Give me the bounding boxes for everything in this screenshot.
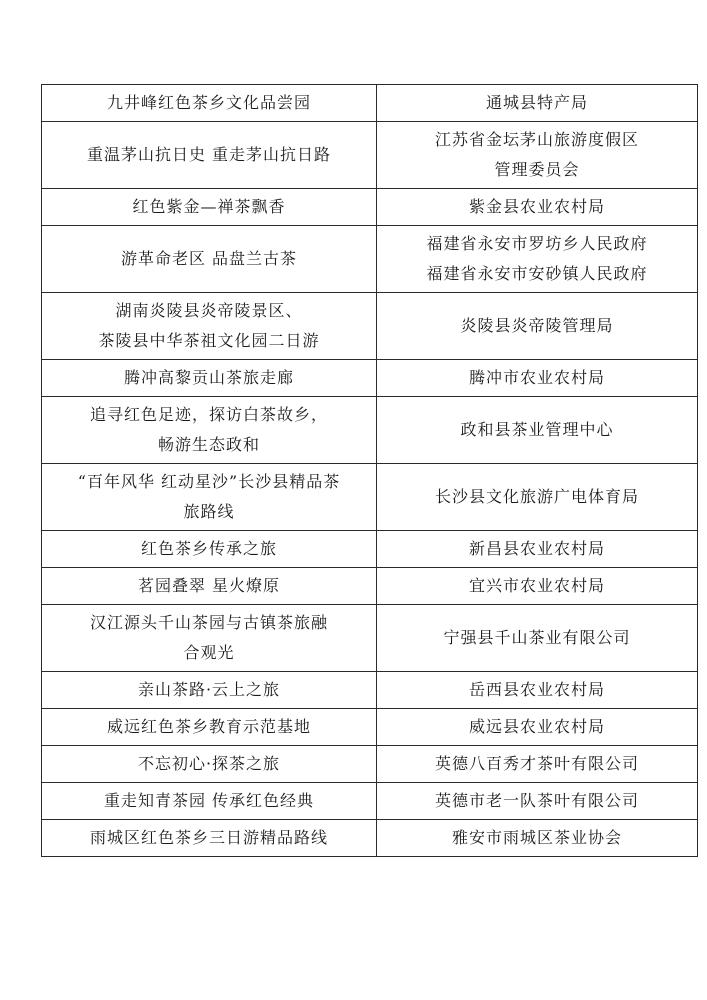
route-name-cell: “百年风华 红动星沙”长沙县精品茶 旅路线: [42, 464, 377, 531]
route-name-cell: 湖南炎陵县炎帝陵景区、 茶陵县中华茶祖文化园二日游: [42, 293, 377, 360]
route-name-cell: 重温茅山抗日史 重走茅山抗日路: [42, 122, 377, 189]
table-row: [42, 709, 698, 746]
organization-cell: 宁强县千山茶业有限公司: [377, 605, 698, 672]
table-row: [42, 293, 698, 360]
table-row: [42, 746, 698, 783]
organization-cell: 江苏省金坛茅山旅游度假区 管理委员会: [377, 122, 698, 189]
route-name-cell: 茗园叠翠 星火燎原: [42, 568, 377, 605]
organization-cell: 宜兴市农业农村局: [377, 568, 698, 605]
table-body: [42, 85, 698, 857]
organization-cell: 英德市老一队茶叶有限公司: [377, 783, 698, 820]
route-name-cell: 游革命老区 品盘兰古茶: [42, 226, 377, 293]
organization-cell: 英德八百秀才茶叶有限公司: [377, 746, 698, 783]
route-name-cell: 红色紫金—禅茶飘香: [42, 189, 377, 226]
table-row: [42, 568, 698, 605]
route-name-cell: 九井峰红色茶乡文化品尝园: [42, 85, 377, 122]
table-row: [42, 783, 698, 820]
table-row: [42, 397, 698, 464]
organization-cell: 威远县农业农村局: [377, 709, 698, 746]
organization-cell: 雅安市雨城区茶业协会: [377, 820, 698, 857]
organization-cell: 炎陵县炎帝陵管理局: [377, 293, 698, 360]
route-name-cell: 雨城区红色茶乡三日游精品路线: [42, 820, 377, 857]
organization-cell: 长沙县文化旅游广电体育局: [377, 464, 698, 531]
table-row: [42, 531, 698, 568]
table-row: [42, 122, 698, 189]
table-row: [42, 226, 698, 293]
route-name-cell: 重走知青茶园 传承红色经典: [42, 783, 377, 820]
table-row: [42, 672, 698, 709]
route-table: [41, 84, 698, 857]
table-row: [42, 820, 698, 857]
organization-cell: 紫金县农业农村局: [377, 189, 698, 226]
table-row: [42, 360, 698, 397]
route-name-cell: 腾冲高黎贡山茶旅走廊: [42, 360, 377, 397]
route-name-cell: 红色茶乡传承之旅: [42, 531, 377, 568]
route-name-cell: 追寻红色足迹，探访白茶故乡， 畅游生态政和: [42, 397, 377, 464]
organization-cell: 腾冲市农业农村局: [377, 360, 698, 397]
table-row: [42, 85, 698, 122]
table-row: [42, 605, 698, 672]
table-row: [42, 189, 698, 226]
route-name-cell: 威远红色茶乡教育示范基地: [42, 709, 377, 746]
route-name-cell: 亲山茶路·云上之旅: [42, 672, 377, 709]
table-row: [42, 464, 698, 531]
organization-cell: 新昌县农业农村局: [377, 531, 698, 568]
organization-cell: 政和县茶业管理中心: [377, 397, 698, 464]
organization-cell: 福建省永安市罗坊乡人民政府 福建省永安市安砂镇人民政府: [377, 226, 698, 293]
organization-cell: 通城县特产局: [377, 85, 698, 122]
organization-cell: 岳西县农业农村局: [377, 672, 698, 709]
route-name-cell: 不忘初心·探茶之旅: [42, 746, 377, 783]
route-name-cell: 汉江源头千山茶园与古镇茶旅融 合观光: [42, 605, 377, 672]
